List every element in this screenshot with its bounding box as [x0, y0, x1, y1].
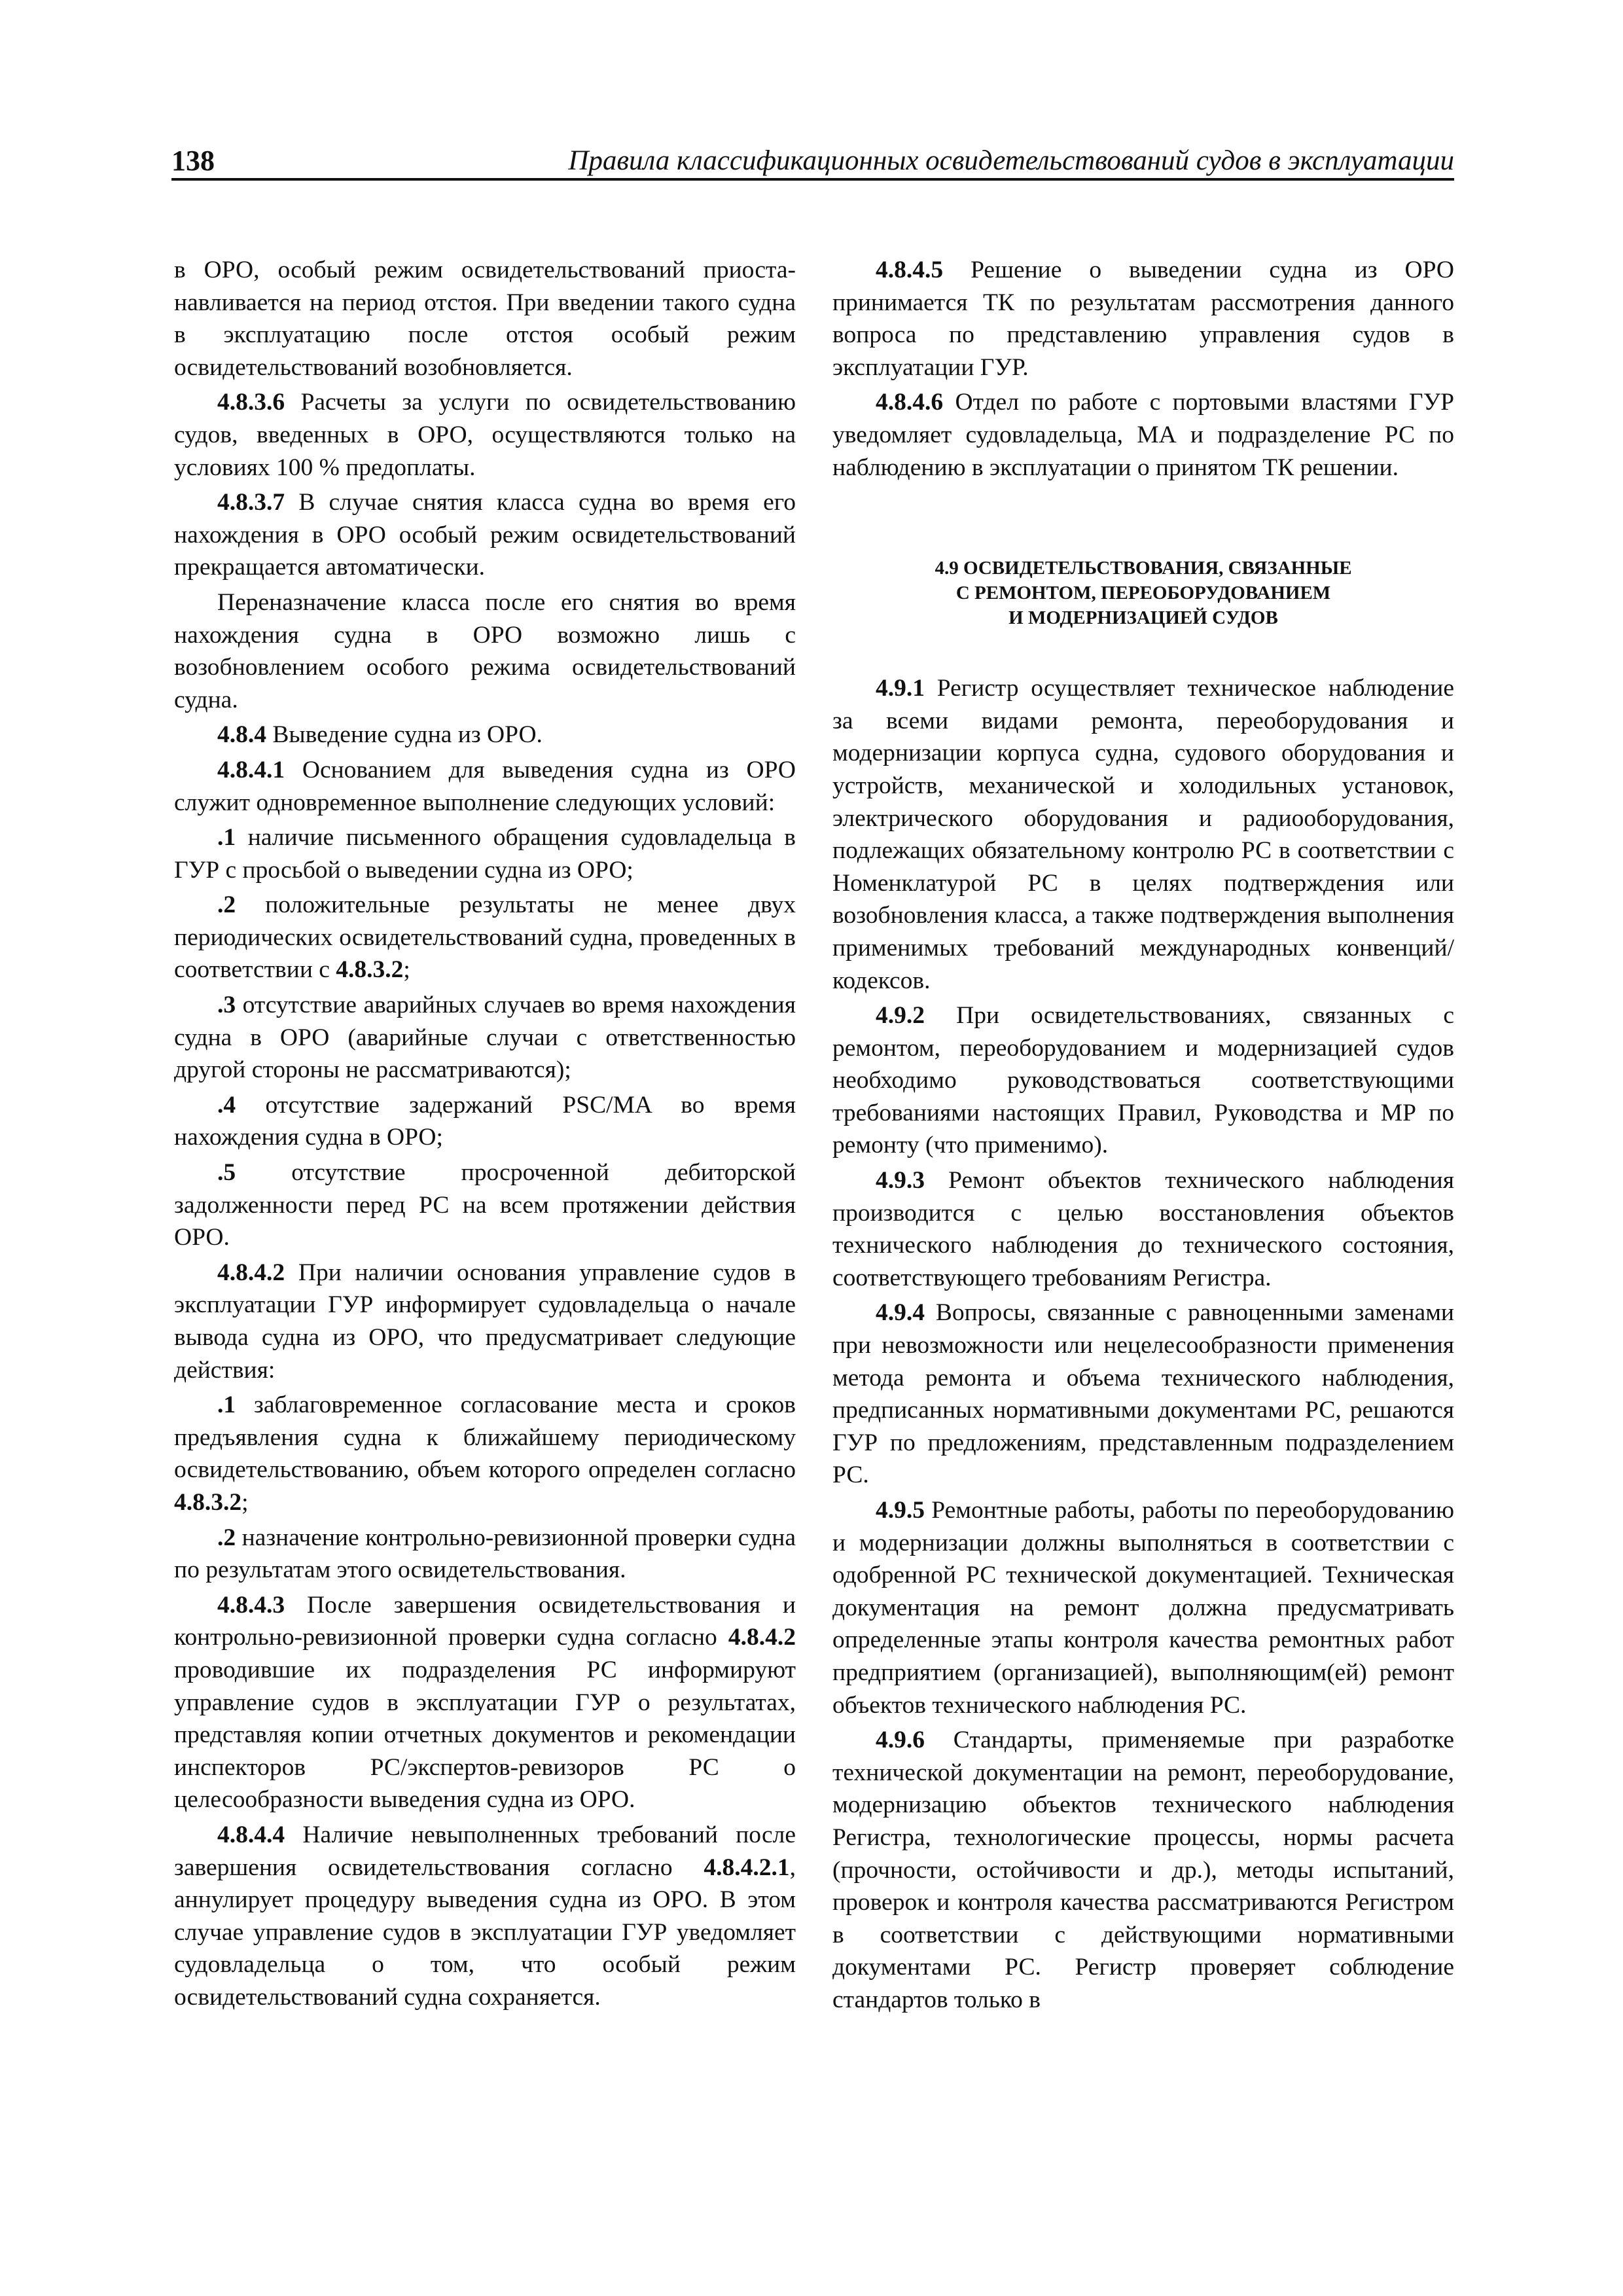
- paragraph-text: Переназначение класса после его снятия во время нахождения судна в ОРО возможно лишь с возобновлением особого режима освидетельствований судна.: [174, 588, 796, 713]
- paragraph-text: Регистр осуществляет техническое наблюдение за всеми видами ремонта, переоборудования и модернизации корпуса судна, судового оборудования и устройств, механической и холодильных установок, электрического оборудования и радиооборудования, подлежащих обязательному контролю РС в соответствии с Номенклатурой РС в целях подтверждения или возобновления класса, а также подтверждения выполнения применимых требований международных конвенций/кодексов.: [832, 675, 1454, 994]
- paragraph-text: отсутствие аварийных случаев во время нахождения судна в ОРО (аварийные случаи с ответственностью другой стороны не рассматриваются);: [174, 992, 796, 1084]
- list-item: [174, 821, 796, 886]
- page-number: 138: [171, 145, 215, 177]
- paragraph-text: Расчеты за услуги по освидетельствованию судов, введенных в ОРО, осуществляются только на условиях 100 % предоплаты.: [174, 389, 796, 481]
- clause-number: 4.8.4.3: [217, 1591, 285, 1619]
- paragraph-text: После завершения освидетельствования и контрольно-ревизионной проверки судна согласно: [174, 1591, 796, 1651]
- paragraph: [174, 719, 796, 751]
- paragraph-tail: проводившие их подразделения РС информируют управление судов в эксплуатации ГУР о результатах, представляя копии отчетных документов и рекомендации инспекторов РС/экспертов-ревизоров РС о целесообразности выведения судна из ОРО.: [174, 1656, 796, 1814]
- item-number: .1: [217, 1391, 236, 1419]
- item-number: .2: [217, 1524, 236, 1551]
- paragraph: [174, 586, 796, 716]
- list-item: [174, 1389, 796, 1518]
- paragraph-tail: ;: [241, 1488, 249, 1516]
- section-heading-line: И МОДЕРНИЗАЦИЕЙ СУДОВ: [1008, 607, 1278, 629]
- running-title: Правила классификационных освидетельствований судов в эксплуатации: [568, 145, 1454, 176]
- item-number: .5: [217, 1159, 236, 1187]
- paragraph-text: Стандарты, применяемые при разработке технической документации на ремонт, переоборудование, модернизацию объектов технического наблюдения Регистра, технологические процессы, нормы расчета (прочности, остойчивости и др.), методы испытаний, проверок и контроля качества рассматриваются Регистром в соответствии с действующими нормативными документами РС. Регистр проверяет соблюдение стандартов только в: [832, 1727, 1454, 2013]
- section-heading-line: С РЕМОНТОМ, ПЕРЕОБОРУДОВАНИЕМ: [955, 583, 1331, 604]
- paragraph-text: При освидетельствованиях, связанных с ремонтом, переоборудованием и модернизацией судов необходимо руководствоваться соответствующими требованиями настоящих Правил, Руководства и МР по ремонту (что применимо).: [832, 1002, 1454, 1159]
- cross-reference: 4.8.3.2: [174, 1488, 242, 1516]
- item-number: .3: [217, 992, 236, 1019]
- clause-number: 4.8.4: [217, 721, 266, 749]
- paragraph: [832, 672, 1454, 997]
- paragraph-text: положительные результаты не менее двух периодических освидетельствований судна, проведенных в соответствии с: [174, 891, 796, 984]
- paragraph: [174, 754, 796, 819]
- paragraph: [174, 1257, 796, 1386]
- paragraph-text: Основанием для выведения судна из ОРО служит одновременное выполнение следующих условий:: [174, 756, 796, 816]
- clause-number: 4.9.6: [876, 1727, 925, 1754]
- paragraph-tail: ;: [403, 956, 410, 984]
- paragraph: [174, 254, 796, 384]
- clause-number: 4.9.5: [876, 1497, 925, 1524]
- item-number: .4: [217, 1091, 236, 1119]
- item-number: .1: [217, 824, 236, 852]
- paragraph-text: отсутствие просроченной дебиторской задолженности перед РС на всем протяжении действия ОРО.: [174, 1159, 796, 1251]
- clause-number: 4.8.3.7: [217, 489, 285, 516]
- paragraph: [832, 999, 1454, 1162]
- paragraph-text: Ремонтные работы, работы по переоборудованию и модернизации должны выполняться в соответствии с одобренной РС технической документацией. Техническая документация на ремонт должна предусматривать определенные этапы контроля качества ремонтных работ предприятием (организацией), выполняющим(ей) ремонт объектов технического наблюдения РС.: [832, 1497, 1454, 1719]
- paragraph-text: назначение контрольно-ревизионной проверки судна по результатам этого освидетельствования.: [174, 1524, 796, 1584]
- list-item: [174, 889, 796, 986]
- paragraph-text: в ОРО, особый режим освидетельствований приостанавливается на период отстоя. При введении такого судна в эксплуатацию после отстоя особый режим освидетельствований возобновляется.: [174, 257, 796, 381]
- list-item: [174, 1089, 796, 1154]
- paragraph-text: Решение о выведении судна из ОРО принимается ТК по результатам рассмотрения данного вопроса по представлению управления судов в эксплуатации ГУР.: [832, 257, 1454, 381]
- cross-reference: 4.8.4.2.1: [704, 1854, 790, 1881]
- paragraph: [832, 1494, 1454, 1721]
- paragraph: [174, 1819, 796, 2014]
- header-rule: [171, 178, 1454, 181]
- clause-number: 4.8.3.6: [217, 389, 285, 416]
- clause-number: 4.9.3: [876, 1167, 925, 1194]
- paragraph-text: заблаговременное согласование места и сроков предъявления судна к ближайшему периодическому освидетельствованию, объем которого определен согласно: [174, 1391, 796, 1484]
- list-item: [174, 989, 796, 1086]
- clause-number: 4.8.4.2: [217, 1259, 285, 1286]
- paragraph: [174, 486, 796, 584]
- left-column: [174, 254, 796, 2016]
- section-heading-line: 4.9 ОСВИДЕТЕЛЬСТВОВАНИЯ, СВЯЗАННЫЕ: [935, 558, 1352, 579]
- paragraph-text: Наличие невыполненных требований после завершения освидетельствования согласно: [174, 1821, 796, 1881]
- clause-number: 4.9.1: [876, 675, 925, 702]
- clause-number: 4.8.4.4: [217, 1821, 285, 1848]
- clause-number: 4.9.4: [876, 1299, 925, 1327]
- clause-number: 4.8.4.1: [217, 756, 285, 783]
- page-header: [171, 143, 1454, 179]
- right-column: [832, 254, 1454, 2019]
- paragraph: [832, 1724, 1454, 2016]
- paragraph-tail: , аннулирует процедуру выведения судна из ОРО. В этом случае управление судов в эксплуатации ГУР уведомляет судовладельца о том, что особый режим освидетельствований судна сохраняется.: [174, 1854, 796, 2011]
- item-number: .2: [217, 891, 236, 919]
- paragraph-text: Вопросы, связанные с равноценными заменами при невозможности или нецелесообразности применения метода ремонта и объема технического наблюдения, предписанных нормативными документами РС, решаются ГУР по предложениям, представленным подразделением РС.: [832, 1299, 1454, 1489]
- cross-reference: 4.8.3.2: [336, 956, 404, 984]
- paragraph: [832, 1297, 1454, 1492]
- clause-number: 4.8.4.5: [876, 257, 944, 283]
- paragraph: [832, 254, 1454, 384]
- paragraph: [174, 1589, 796, 1816]
- paragraph: [832, 1164, 1454, 1294]
- paragraph-text: Ремонт объектов технического наблюдения производится с целью восстановления объектов технического наблюдения до технического состояния, соответствующего требованиям Регистра.: [832, 1167, 1454, 1291]
- paragraph-text: наличие письменного обращения судовладельца в ГУР с просьбой о выведении судна из ОРО;: [174, 824, 796, 884]
- paragraph: [832, 386, 1454, 484]
- list-item: [174, 1522, 796, 1587]
- clause-number: 4.8.4.6: [876, 389, 944, 416]
- paragraph-text: При наличии основания управление судов в эксплуатации ГУР информирует судовладельца о начале вывода судна из ОРО, что предусматривает следующие действия:: [174, 1259, 796, 1384]
- paragraph-text: Выведение судна из ОРО.: [266, 721, 543, 749]
- list-item: [174, 1157, 796, 1254]
- cross-reference: 4.8.4.2: [728, 1624, 796, 1651]
- clause-number: 4.9.2: [876, 1002, 925, 1030]
- section-heading: [832, 556, 1454, 630]
- paragraph-text: Отдел по работе с портовыми властями ГУР уведомляет судовладельца, МА и подразделение РС по наблюдению в эксплуатации о принятом ТК решении.: [832, 389, 1454, 481]
- paragraph-text: отсутствие задержаний PSC/MA во время нахождения судна в ОРО;: [174, 1091, 796, 1151]
- paragraph-text: В случае снятия класса судна во время его нахождения в ОРО особый режим освидетельствований прекращается автоматически.: [174, 489, 796, 581]
- paragraph: [174, 386, 796, 484]
